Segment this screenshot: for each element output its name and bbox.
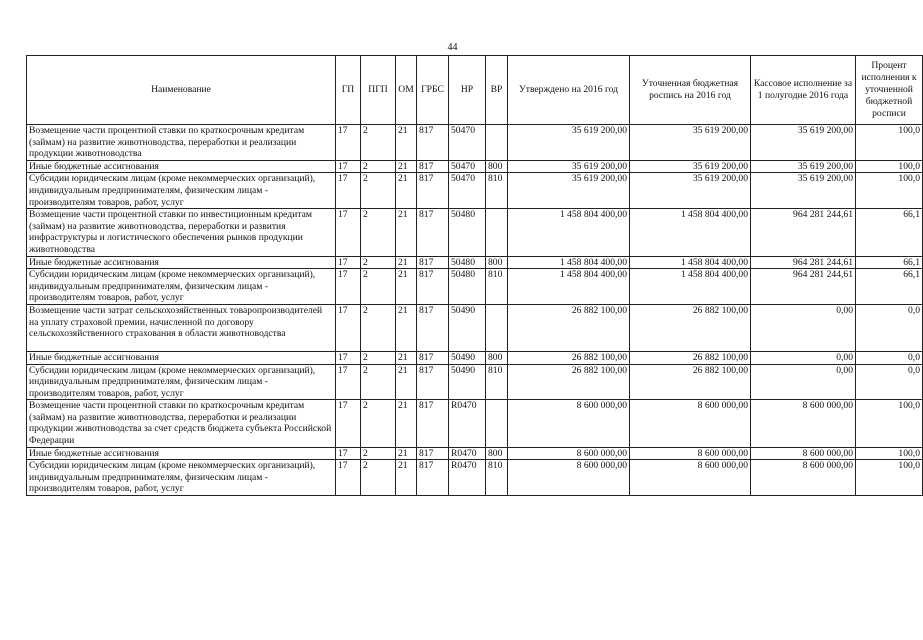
row-vr-cell: 810 [486,460,508,496]
row-ppgp-cell: 2 [361,256,396,269]
row-grbs-cell: 817 [417,304,449,351]
row-vr-cell [486,125,508,161]
row-refined-cell: 26 882 100,00 [630,351,751,364]
row-refined-cell: 1 458 804 400,00 [630,269,751,305]
row-name-cell: Субсидии юридическим лицам (кроме некоммерческих организаций), индивидуальным предпринимателям, физическим лицам - производителям товаров, работ, услуг [27,364,336,400]
row-grbs-cell: 817 [417,460,449,496]
row-cash-cell: 0,00 [751,364,856,400]
row-grbs-cell: 817 [417,364,449,400]
row-cash-cell: 8 600 000,00 [751,447,856,460]
row-percent-cell: 0,0 [856,351,923,364]
row-name-cell: Иные бюджетные ассигнования [27,160,336,173]
header-np: НР [449,56,486,125]
row-gp-cell: 17 [336,269,361,305]
row-name-cell: Возмещение части процентной ставки по краткосрочным кредитам (займам) на развитие животноводства, переработки и реализации продукции животноводства за счет средств бюджета субъекта Российской Федерации [27,400,336,447]
row-approved-cell: 26 882 100,00 [508,304,630,351]
row-gp-cell: 17 [336,364,361,400]
row-approved-cell: 1 458 804 400,00 [508,256,630,269]
row-np-cell: 50470 [449,173,486,209]
table-row [27,460,923,496]
row-ppgp-cell: 2 [361,173,396,209]
table-row [27,256,923,269]
row-percent-cell: 100,0 [856,400,923,447]
row-cash-cell: 964 281 244,61 [751,269,856,305]
header-vr: ВР [486,56,508,125]
table-row [27,364,923,400]
row-om-cell: 21 [396,269,417,305]
row-vr-cell [486,400,508,447]
row-vr-cell: 800 [486,160,508,173]
row-approved-cell: 8 600 000,00 [508,447,630,460]
row-om-cell: 21 [396,125,417,161]
row-ppgp-cell: 2 [361,304,396,351]
row-refined-cell: 35 619 200,00 [630,173,751,209]
row-cash-cell: 0,00 [751,351,856,364]
row-name-cell: Возмещение части процентной ставки по краткосрочным кредитам (займам) на развитие животноводства, переработки и реализации продукции животноводства [27,125,336,161]
table-row [27,209,923,256]
row-refined-cell: 26 882 100,00 [630,304,751,351]
row-refined-cell: 1 458 804 400,00 [630,256,751,269]
row-approved-cell: 8 600 000,00 [508,400,630,447]
row-np-cell: 50480 [449,209,486,256]
row-np-cell: R0470 [449,447,486,460]
row-approved-cell: 1 458 804 400,00 [508,269,630,305]
row-grbs-cell: 817 [417,173,449,209]
row-cash-cell: 35 619 200,00 [751,160,856,173]
row-vr-cell: 810 [486,173,508,209]
header-approved: Утверждено на 2016 год [508,56,630,125]
row-om-cell: 21 [396,447,417,460]
row-grbs-cell: 817 [417,269,449,305]
row-grbs-cell: 817 [417,209,449,256]
row-np-cell: 50490 [449,364,486,400]
row-name-cell: Иные бюджетные ассигнования [27,351,336,364]
row-ppgp-cell: 2 [361,364,396,400]
row-ppgp-cell: 2 [361,125,396,161]
row-gp-cell: 17 [336,125,361,161]
row-cash-cell: 8 600 000,00 [751,400,856,447]
row-np-cell: 50480 [449,256,486,269]
row-percent-cell: 100,0 [856,460,923,496]
row-cash-cell: 0,00 [751,304,856,351]
row-ppgp-cell: 2 [361,460,396,496]
table-row [27,447,923,460]
row-gp-cell: 17 [336,256,361,269]
row-percent-cell: 0,0 [856,364,923,400]
row-name-cell: Субсидии юридическим лицам (кроме некоммерческих организаций), индивидуальным предпринимателям, физическим лицам - производителям товаров, работ, услуг [27,173,336,209]
row-percent-cell: 66,1 [856,209,923,256]
table-row [27,160,923,173]
row-approved-cell: 1 458 804 400,00 [508,209,630,256]
row-name-cell: Субсидии юридическим лицам (кроме некоммерческих организаций), индивидуальным предпринимателям, физическим лицам - производителям товаров, работ, услуг [27,460,336,496]
row-om-cell: 21 [396,256,417,269]
row-om-cell: 21 [396,173,417,209]
header-cash: Кассовое исполнение за 1 полугодие 2016 года [751,56,856,125]
header-om: ОМ [396,56,417,125]
row-grbs-cell: 817 [417,400,449,447]
table-row [27,351,923,364]
row-refined-cell: 1 458 804 400,00 [630,209,751,256]
row-gp-cell: 17 [336,460,361,496]
row-vr-cell: 800 [486,256,508,269]
row-gp-cell: 17 [336,173,361,209]
row-grbs-cell: 817 [417,256,449,269]
header-percent: Процент исполнения к уточненной бюджетной росписи [856,56,923,125]
header-name: Наименование [27,56,336,125]
page-number: 44 [447,42,458,53]
row-refined-cell: 35 619 200,00 [630,160,751,173]
row-om-cell: 21 [396,160,417,173]
row-refined-cell: 8 600 000,00 [630,400,751,447]
table-row [27,400,923,447]
row-grbs-cell: 817 [417,447,449,460]
row-grbs-cell: 817 [417,351,449,364]
row-cash-cell: 964 281 244,61 [751,209,856,256]
row-cash-cell: 8 600 000,00 [751,460,856,496]
row-vr-cell: 800 [486,351,508,364]
row-approved-cell: 26 882 100,00 [508,351,630,364]
row-grbs-cell: 817 [417,160,449,173]
row-approved-cell: 26 882 100,00 [508,364,630,400]
row-np-cell: R0470 [449,460,486,496]
table-row [27,304,923,351]
header-refined: Уточненная бюджетная роспись на 2016 год [630,56,751,125]
row-approved-cell: 35 619 200,00 [508,160,630,173]
row-name-cell: Иные бюджетные ассигнования [27,256,336,269]
row-percent-cell: 66,1 [856,256,923,269]
row-gp-cell: 17 [336,209,361,256]
row-gp-cell: 17 [336,304,361,351]
row-percent-cell: 100,0 [856,447,923,460]
header-grbs: ГРБС [417,56,449,125]
row-ppgp-cell: 2 [361,447,396,460]
row-vr-cell [486,304,508,351]
row-name-cell: Субсидии юридическим лицам (кроме некоммерческих организаций), индивидуальным предпринимателям, физическим лицам - производителям товаров, работ, услуг [27,269,336,305]
row-om-cell: 21 [396,460,417,496]
row-ppgp-cell: 2 [361,209,396,256]
row-vr-cell: 800 [486,447,508,460]
table-row [27,269,923,305]
row-om-cell: 21 [396,304,417,351]
row-om-cell: 21 [396,364,417,400]
row-ppgp-cell: 2 [361,351,396,364]
row-vr-cell: 810 [486,364,508,400]
row-name-cell: Возмещение части процентной ставки по инвестиционным кредитам (займам) на развитие животноводства, переработки и развития инфраструктуры и логистического обеспечения рынков продукции животноводства [27,209,336,256]
row-np-cell: 50480 [449,269,486,305]
row-ppgp-cell: 2 [361,269,396,305]
row-np-cell: 50470 [449,125,486,161]
row-approved-cell: 8 600 000,00 [508,460,630,496]
table-row [27,173,923,209]
row-name-cell: Возмещение части затрат сельскохозяйственных товаропроизводителей на уплату страховой премии, начисленной по договору сельскохозяйственного страхования в области животноводства [27,304,336,351]
row-om-cell: 21 [396,351,417,364]
row-refined-cell: 26 882 100,00 [630,364,751,400]
row-np-cell: 50470 [449,160,486,173]
row-refined-cell: 8 600 000,00 [630,447,751,460]
row-cash-cell: 964 281 244,61 [751,256,856,269]
row-gp-cell: 17 [336,447,361,460]
header-gp: ГП [336,56,361,125]
row-percent-cell: 100,0 [856,173,923,209]
header-row [27,56,923,125]
row-percent-cell: 100,0 [856,125,923,161]
row-approved-cell: 35 619 200,00 [508,173,630,209]
row-gp-cell: 17 [336,160,361,173]
row-percent-cell: 66,1 [856,269,923,305]
row-ppgp-cell: 2 [361,160,396,173]
row-om-cell: 21 [396,400,417,447]
row-ppgp-cell: 2 [361,400,396,447]
row-approved-cell: 35 619 200,00 [508,125,630,161]
row-gp-cell: 17 [336,351,361,364]
row-grbs-cell: 817 [417,125,449,161]
row-gp-cell: 17 [336,400,361,447]
row-cash-cell: 35 619 200,00 [751,173,856,209]
row-cash-cell: 35 619 200,00 [751,125,856,161]
row-np-cell: R0470 [449,400,486,447]
row-np-cell: 50490 [449,351,486,364]
row-vr-cell [486,209,508,256]
row-percent-cell: 0,0 [856,304,923,351]
row-percent-cell: 100,0 [856,160,923,173]
row-om-cell: 21 [396,209,417,256]
table-row [27,125,923,161]
budget-table [26,55,923,496]
row-np-cell: 50490 [449,304,486,351]
row-refined-cell: 35 619 200,00 [630,125,751,161]
row-refined-cell: 8 600 000,00 [630,460,751,496]
row-vr-cell: 810 [486,269,508,305]
row-name-cell: Иные бюджетные ассигнования [27,447,336,460]
header-ppgp: ПГП [361,56,396,125]
